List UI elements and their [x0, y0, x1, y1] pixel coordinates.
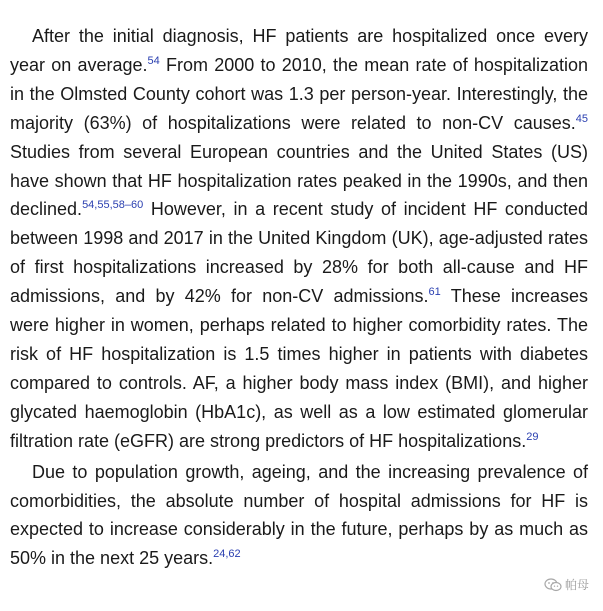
citation-link[interactable]: 54,55,58–60 — [82, 199, 144, 212]
paragraph-hospitalization-rates — [10, 22, 588, 456]
watermark — [544, 576, 589, 593]
watermark-label: 帕母 — [564, 578, 589, 592]
paragraph-future-admissions — [10, 458, 588, 574]
article-body — [10, 22, 588, 573]
citation-link[interactable]: 29 — [526, 430, 539, 443]
paragraph-text: After the initial diagnosis, HF patients are hospitalized once every year on average. — [10, 26, 588, 75]
paragraph-text: These increases were higher in women, perhaps related to higher comorbidity rates. The risk of HF hospitalization is 1.5 times higher in patients with diabetes compared to controls. AF, a higher body mass index (BMI), and higher glycated haemoglobin (HbA1c), as well as a low estimated glomerular filtration rate (eGFR) are strong predictors of HF hospitalizations. — [10, 286, 588, 451]
citation-link[interactable]: 45 — [575, 112, 588, 125]
wechat-icon — [544, 578, 562, 592]
citation-link[interactable]: 24,62 — [213, 548, 241, 561]
paragraph-text: Due to population growth, ageing, and the increasing prevalence of comorbidities, the absolute number of hospital admissions for HF is expected to increase considerably in the future, perhaps by as much as 50% in the next 25 years. — [10, 461, 588, 569]
citation-link[interactable]: 54 — [147, 54, 160, 67]
paragraph-text: Studies from several European countries and the United States (US) have shown that HF hospitalization rates peaked in the 1990s, and then declined. — [10, 141, 588, 220]
paragraph-text: However, in a recent study of incident HF conducted between 1998 and 2017 in the United Kingdom (UK), age-adjusted rates of first hospitalizations increased by 28% for both all-cause and HF admissions, and by 42% for non-CV admissions. — [10, 199, 588, 307]
citation-link[interactable]: 61 — [428, 286, 441, 299]
paragraph-text: From 2000 to 2010, the mean rate of hospitalization in the Olmsted County cohort was 1.3 per person-year. Interestingly, the majority (63%) of hospitalizations were related to non-CV causes. — [10, 54, 588, 133]
